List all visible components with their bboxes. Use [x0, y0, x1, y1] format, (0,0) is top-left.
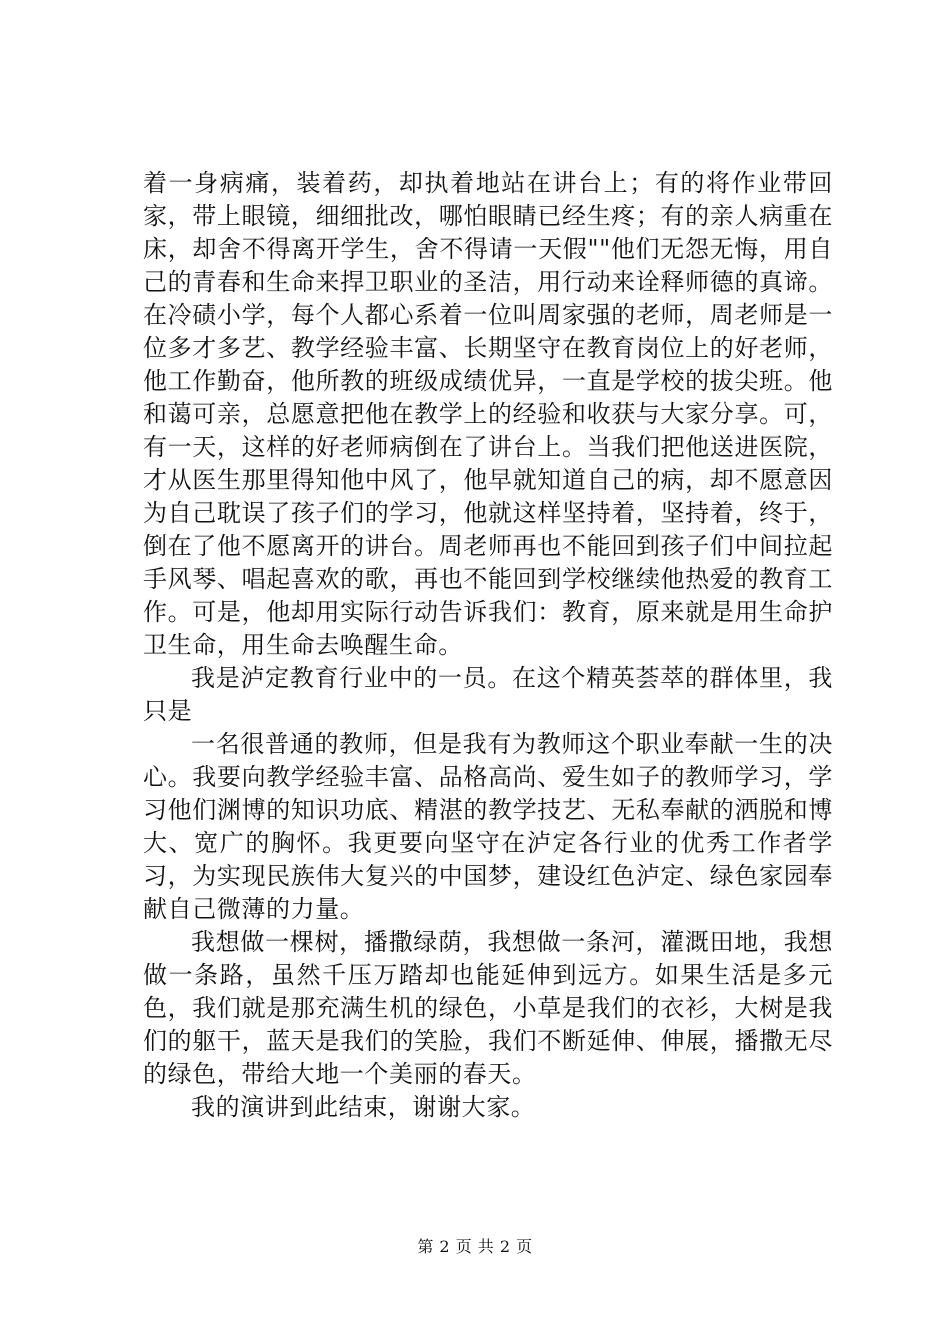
page-number-label: 第 2 页 共 2 页	[417, 1237, 533, 1256]
document-body	[143, 167, 833, 1124]
page-footer	[0, 1234, 950, 1257]
paragraph-5: 我的演讲到此结束，谢谢大家。	[191, 1093, 536, 1121]
paragraph-1: 着一身病痛，装着药，却执着地站在讲台上；有的将作业带回家，带上眼镜，细细批改，哪怕眼睛已经生疼；有的亲人病重在床，却舍不得离开学生，舍不得请一天假""他们无怨无悔，用自己的青春和生命来捍卫职业的圣洁，用行动来诠释师德的真谛。在冷碛小学，每个人都心系着一位叫周家强的老师，周老师是一位多才多艺、教学经验丰富、长期坚守在教育岗位上的好老师，他工作勤奋，他所教的班级成绩优异，一直是学校的拔尖班。他和蔼可亲，总愿意把他在教学上的经验和收获与大家分享。可，有一天，这样的好老师病倒在了讲台上。当我们把他送进医院，才从医生那里得知他中风了，他早就知道自己的病，却不愿意因为自己耽误了孩子们的学习，他就这样坚持着，坚持着，终于，倒在了他不愿离开的讲台。周老师再也不能回到孩子们中间拉起手风琴、唱起喜欢的歌，再也不能回到学校继续他热爱的教育工作。可是，他却用实际行动告诉我们：教育，原来就是用生命护卫生命，用生命去唤醒生命。	[143, 169, 833, 659]
paragraph-2: 我是泸定教育行业中的一员。在这个精英荟萃的群体里，我只是	[143, 664, 833, 725]
paragraph-3: 一名很普通的教师，但是我有为教师这个职业奉献一生的决心。我要向教学经验丰富、品格高尚、爱生如子的教师学习，学习他们渊博的知识功底、精湛的教学技艺、无私奉献的洒脱和博大、宽广的胸怀。我更要向坚守在泸定各行业的优秀工作者学习，为实现民族伟大复兴的中国梦，建设红色泸定、绿色家园奉献自己微薄的力量。	[143, 730, 833, 923]
paragraph-4: 我想做一棵树，播撒绿荫，我想做一条河，灌溉田地，我想做一条路，虽然千压万踏却也能延伸到远方。如果生活是多元色，我们就是那充满生机的绿色，小草是我们的衣衫，大树是我们的躯干，蓝天是我们的笑脸，我们不断延伸、伸展，播撒无尽的绿色，带给大地一个美丽的春天。	[143, 928, 833, 1088]
